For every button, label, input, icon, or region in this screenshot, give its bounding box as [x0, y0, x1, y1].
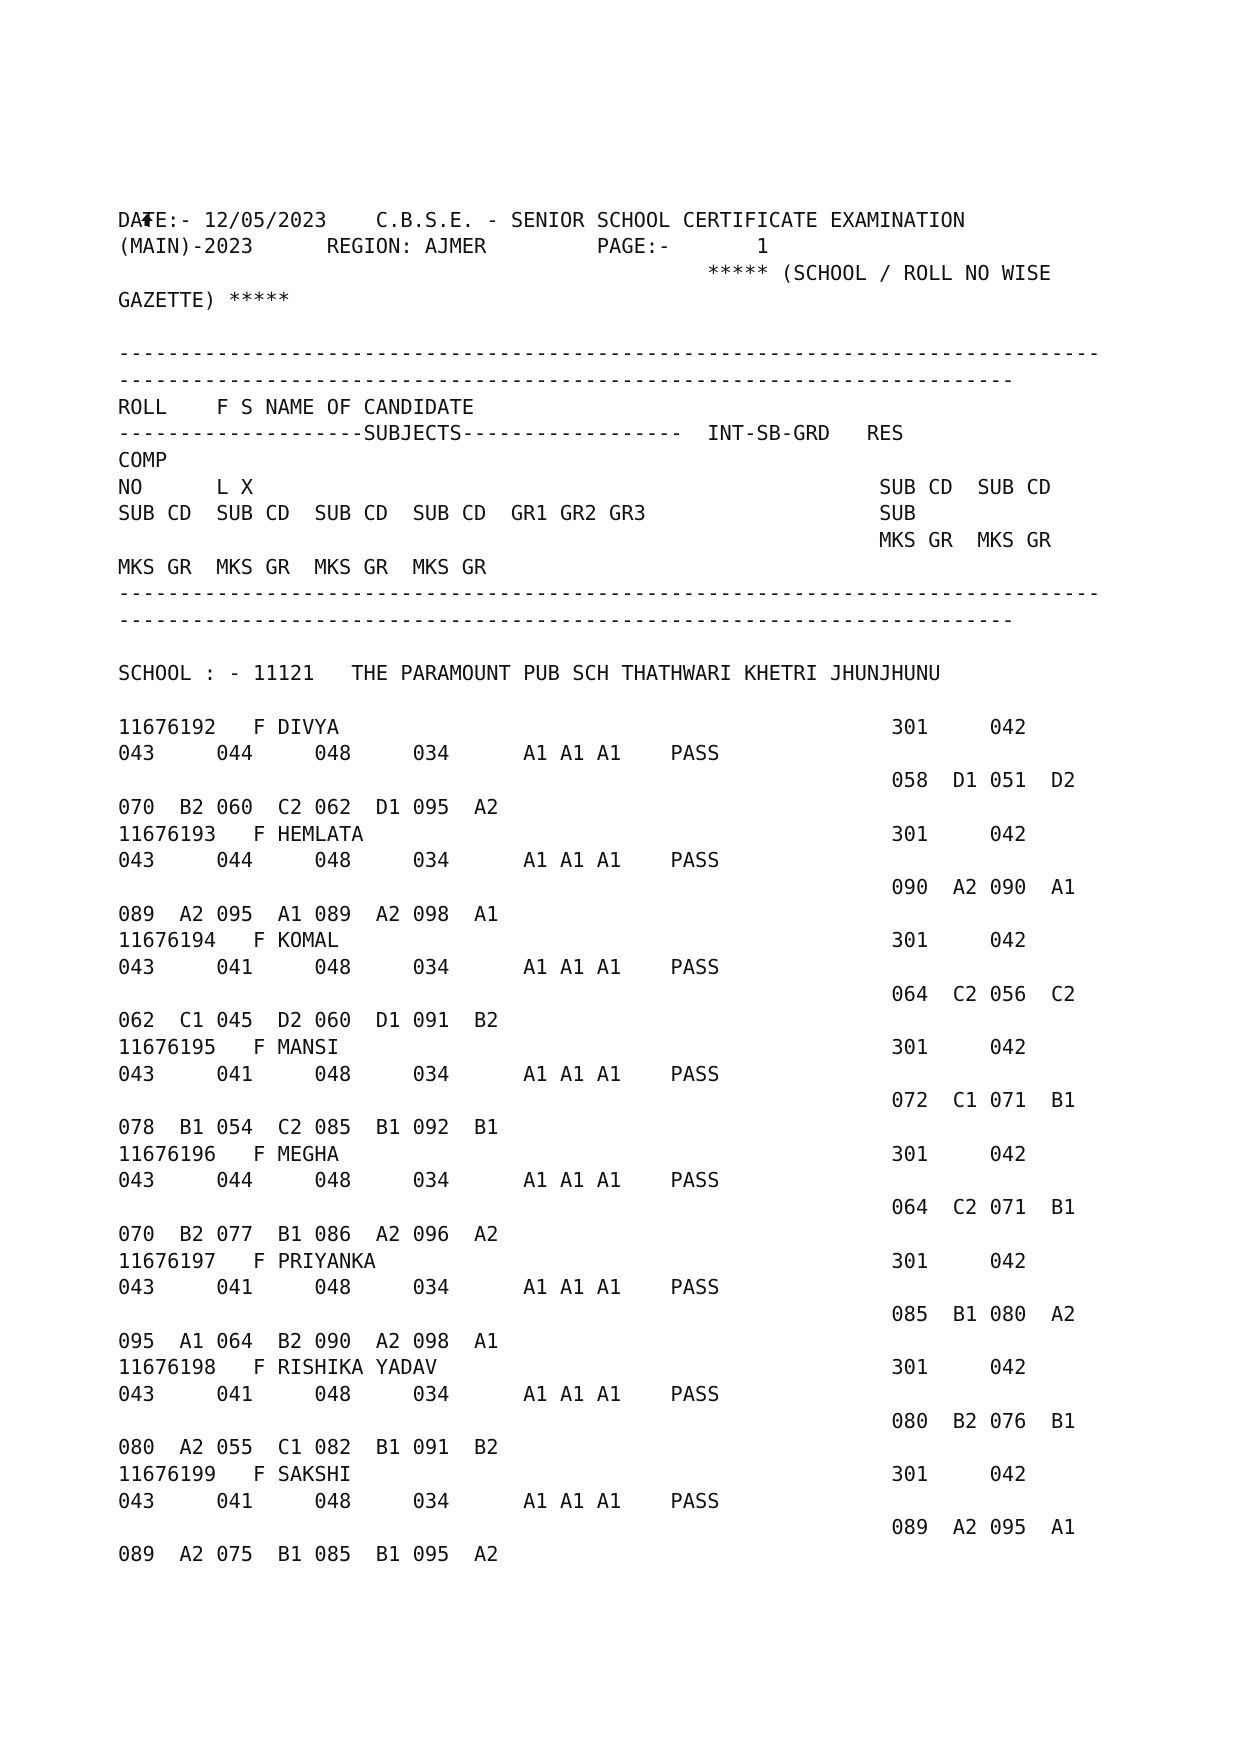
record-roll-name-line: 11676194 F KOMAL 301 042 [118, 928, 1027, 953]
column-heading-line: ROLL F S NAME OF CANDIDATE [118, 394, 475, 419]
record-roll-name-line: 11676199 F SAKSHI 301 042 [118, 1462, 1027, 1486]
record-marks-line: 072 C1 071 B1 [118, 1088, 1076, 1113]
record-subjects-result-line: 043 044 048 034 A1 A1 A1 PASS [118, 848, 720, 873]
header-region-page: (MAIN)-2023 REGION: AJMER PAGE:- 1 [118, 234, 769, 259]
divider-line: ------------------------------------------------------------------------- [118, 367, 1015, 392]
record-marks-line: 090 A2 090 A1 [118, 874, 1076, 899]
record-marks-line: 085 B1 080 A2 [118, 1301, 1076, 1326]
column-heading-line: MKS GR MKS GR [118, 527, 1051, 552]
record-roll-name-line: 11676192 F DIVYA 301 042 [118, 714, 1027, 739]
divider-line: ------------------------------------------------------------------------- [118, 608, 1015, 632]
column-headings [118, 394, 1228, 581]
blank-line [118, 634, 1228, 661]
school-heading: SCHOOL : - 11121 THE PARAMOUNT PUB SCH THATHWARI KHETRI JHUNJHUNU [118, 661, 941, 686]
record-roll-name-line: 11676195 F MANSI 301 042 [118, 1035, 1027, 1059]
blank-line [118, 687, 1228, 714]
record-marks-line: 080 B2 076 B1 [118, 1408, 1076, 1433]
record-marks-line: 064 C2 056 C2 [118, 981, 1076, 1006]
candidate-record [118, 1461, 1228, 1568]
record-marks-line: 078 B1 054 C2 085 B1 092 B1 [118, 1115, 499, 1140]
record-marks-line: 089 A2 095 A1 089 A2 098 A1 [118, 901, 499, 926]
column-heading-line: SUB CD SUB CD SUB CD SUB CD GR1 GR2 GR3 SUB [118, 501, 916, 526]
record-subjects-result-line: 043 041 048 034 A1 A1 A1 PASS [118, 1061, 720, 1086]
record-marks-line: 089 A2 095 A1 [118, 1515, 1076, 1540]
record-subjects-result-line: 043 041 048 034 A1 A1 A1 PASS [118, 1488, 720, 1513]
record-subjects-result-line: 043 041 048 034 A1 A1 A1 PASS [118, 1381, 720, 1406]
record-marks-line: 080 A2 055 C1 082 B1 091 B2 [118, 1435, 499, 1460]
column-heading-line: NO L X SUB CD SUB CD [118, 474, 1051, 499]
column-heading-line: COMP [118, 447, 168, 472]
record-roll-name-line: 11676193 F HEMLATA 301 042 [118, 821, 1027, 846]
header-gazette-type: ***** (SCHOOL / ROLL NO WISE [118, 261, 1051, 286]
report-header [118, 207, 1228, 314]
record-marks-line: 070 B2 077 B1 086 A2 096 A2 [118, 1221, 499, 1246]
header-gazette-type-cont: GAZETTE) ***** [118, 287, 290, 312]
record-subjects-result-line: 043 044 048 034 A1 A1 A1 PASS [118, 1168, 720, 1193]
divider-line: -------------------------------------------------------------------------------- [118, 341, 1101, 366]
record-marks-line: 089 A2 075 B1 085 B1 095 A2 [118, 1542, 499, 1567]
record-subjects-result-line: 043 041 048 034 A1 A1 A1 PASS [118, 1275, 720, 1300]
blank-line [118, 313, 1228, 340]
record-roll-name-line: 11676197 F PRIYANKA 301 042 [118, 1248, 1027, 1273]
gazette-page [118, 180, 1228, 1568]
candidate-record [118, 1248, 1228, 1355]
record-marks-line: 058 D1 051 D2 [118, 768, 1076, 793]
column-heading-line: MKS GR MKS GR MKS GR MKS GR [118, 554, 487, 579]
record-marks-line: 095 A1 064 B2 090 A2 098 A1 [118, 1328, 499, 1353]
candidate-records [118, 714, 1228, 1568]
column-heading-line: --------------------SUBJECTS------------------ INT-SB-GRD RES [118, 421, 904, 446]
record-roll-name-line: 11676198 F RISHIKA YADAV 301 042 [118, 1355, 1027, 1380]
record-roll-name-line: 11676196 F MEGHA 301 042 [118, 1141, 1027, 1166]
record-marks-line: 062 C1 045 D2 060 D1 091 B2 [118, 1008, 499, 1033]
candidate-record [118, 927, 1228, 1034]
record-subjects-result-line: 043 041 048 034 A1 A1 A1 PASS [118, 954, 720, 979]
record-marks-line: 070 B2 060 C2 062 D1 095 A2 [118, 794, 499, 819]
candidate-record [118, 1354, 1228, 1461]
candidate-record [118, 714, 1228, 821]
candidate-record [118, 1141, 1228, 1248]
header-date-exam: DATE:- 12/05/2023 C.B.S.E. - SENIOR SCHOOL CERTIFICATE EXAMINATION [118, 207, 966, 232]
up-arrow-icon [118, 180, 1228, 207]
record-marks-line: 064 C2 071 B1 [118, 1195, 1076, 1220]
record-subjects-result-line: 043 044 048 034 A1 A1 A1 PASS [118, 741, 720, 766]
candidate-record [118, 1034, 1228, 1141]
divider-line: -------------------------------------------------------------------------------- [118, 581, 1101, 606]
candidate-record [118, 821, 1228, 928]
